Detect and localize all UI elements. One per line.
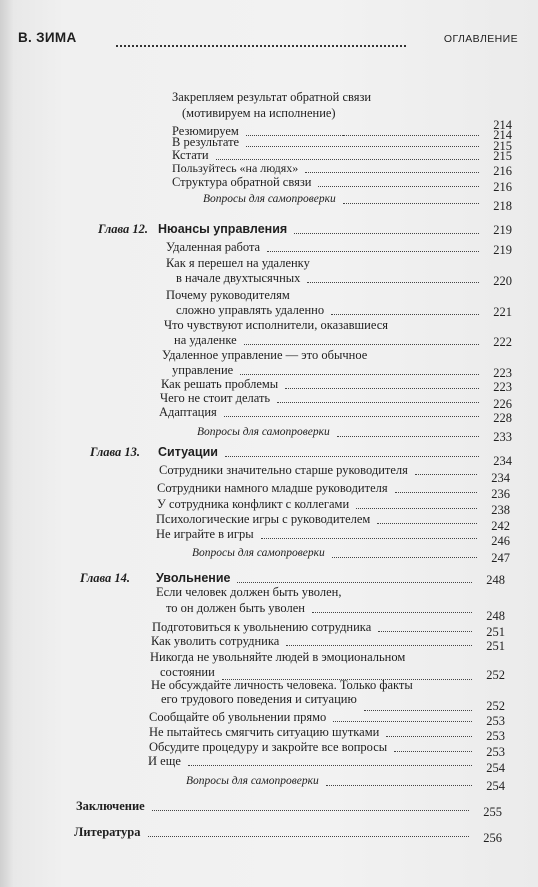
page-number: 242 xyxy=(491,519,510,533)
dot-leader xyxy=(343,203,480,204)
dot-leader xyxy=(237,582,472,583)
entry-title-line: сложно управлять удаленно xyxy=(176,303,325,317)
dot-leader xyxy=(267,251,479,252)
dot-leader xyxy=(332,557,478,558)
chapter-title: Нюансы управления xyxy=(158,222,288,236)
dot-leader xyxy=(261,538,478,539)
page-number: 256 xyxy=(483,831,502,845)
entry-title-line: Если человек должен быть уволен, xyxy=(156,585,342,599)
entry-title-line: Удаленное управление — это обычное xyxy=(162,348,368,362)
page-number: 215 xyxy=(493,149,512,163)
page-number: 218 xyxy=(493,199,512,213)
entry-title-line: Чего не стоит делать xyxy=(160,391,271,405)
dot-leader xyxy=(294,233,479,234)
dot-leader xyxy=(312,612,472,613)
dot-leader xyxy=(395,492,478,493)
page-number: 214 xyxy=(493,118,512,132)
entry-title-line: Психологические игры с руководителем xyxy=(156,512,371,526)
entry-title-line: Не пытайтесь смягчить ситуацию шутками xyxy=(149,725,380,739)
quiz-title: Вопросы для самопроверки xyxy=(197,426,330,438)
section-title: Литература xyxy=(74,825,141,839)
page-number: 216 xyxy=(493,180,512,194)
page-number: 215 xyxy=(493,139,512,153)
chapter-number: Глава 13. xyxy=(90,445,141,459)
entry-title-line: то он должен быть уволен xyxy=(166,601,305,615)
page-number: 219 xyxy=(493,223,512,237)
dot-leader xyxy=(188,765,472,766)
entry-title-line: управление xyxy=(172,363,234,377)
dot-leader xyxy=(394,751,472,752)
entry-title-line: Сообщайте об увольнении прямо xyxy=(149,710,327,724)
running-head-section: ОГЛАВЛЕНИЕ xyxy=(443,33,518,45)
page-number: 219 xyxy=(493,243,512,257)
dot-leader xyxy=(240,374,479,375)
page-number: 236 xyxy=(491,487,510,501)
entry-title-line: Пользуйтесь «на людях» xyxy=(172,161,299,175)
dot-leader xyxy=(224,416,479,417)
dot-leader xyxy=(244,344,480,345)
page-number: 252 xyxy=(486,668,505,682)
chapter-title: Увольнение xyxy=(156,571,231,585)
entry-title-line: Подготовиться к увольнению сотрудника xyxy=(152,620,372,634)
page-number: 228 xyxy=(493,411,512,425)
dot-leader xyxy=(152,810,470,811)
page-number: 234 xyxy=(493,454,512,468)
dot-leader xyxy=(225,456,479,457)
dot-leader xyxy=(277,402,479,403)
running-head-author: В. ЗИМА xyxy=(18,30,77,45)
entry-title-line: Как уволить сотрудника xyxy=(151,634,280,648)
entry-title-line: Что чувствуют исполнители, оказавшиеся xyxy=(164,318,389,332)
entry-title-line: И еще xyxy=(148,754,181,768)
dot-leader xyxy=(246,135,479,136)
entry-title-line: Сотрудники значительно старше руководителя xyxy=(159,463,408,477)
page-number: 223 xyxy=(493,366,512,380)
entry-title-line: в начале двухтысячных xyxy=(176,271,301,285)
entry-title-line: (мотивируем на исполнение) xyxy=(182,106,336,120)
page-number: 234 xyxy=(491,471,510,485)
dot-leader xyxy=(216,159,480,160)
dot-leader xyxy=(337,436,480,437)
page-number: 252 xyxy=(486,699,505,713)
dot-leader xyxy=(333,721,472,722)
dot-leader xyxy=(307,282,479,283)
quiz-title: Вопросы для самопроверки xyxy=(203,193,336,205)
entry-title-line: Сотрудники намного младше руководителя xyxy=(157,481,388,495)
dot-leader xyxy=(356,508,477,509)
dot-leader xyxy=(378,631,472,632)
page-number: 246 xyxy=(491,534,510,548)
page-number: 253 xyxy=(486,714,505,728)
entry-title-line: Не обсуждайте личность человека. Только факты xyxy=(151,678,413,692)
page-number: 248 xyxy=(486,573,505,587)
page-number: 233 xyxy=(493,430,512,444)
entry-title-line: Адаптация xyxy=(159,405,217,419)
dot-leader xyxy=(364,710,472,711)
page-number: 251 xyxy=(486,625,505,639)
quiz-title: Вопросы для самопроверки xyxy=(192,547,325,559)
entry-title-line: Закрепляем результат обратной связи xyxy=(172,90,372,104)
entry-title-line: Почему руководителям xyxy=(166,288,290,302)
page-number: 216 xyxy=(493,164,512,178)
page-number: 226 xyxy=(493,397,512,411)
page-number: 223 xyxy=(493,380,512,394)
page-number: 254 xyxy=(486,779,505,793)
page-number: 253 xyxy=(486,729,505,743)
page-number: 254 xyxy=(486,761,505,775)
entry-title-line: Не играйте в игры xyxy=(156,527,254,541)
dot-leader xyxy=(318,186,479,187)
page-number: 248 xyxy=(486,609,505,623)
dot-leader xyxy=(377,523,477,524)
page-number: 255 xyxy=(483,805,502,819)
page-number: 222 xyxy=(493,335,512,349)
dot-leader xyxy=(386,736,472,737)
dot-leader xyxy=(285,388,479,389)
entry-title-line: У сотрудника конфликт с коллегами xyxy=(157,497,350,511)
entry-title-line: Как решать проблемы xyxy=(161,377,279,391)
page-number: 214 xyxy=(493,128,512,142)
entry-title-line: на удаленке xyxy=(174,333,237,347)
dot-leader xyxy=(331,314,479,315)
entry-title-line: Резюмируем xyxy=(172,124,239,138)
entry-title-line: Обсудите процедуру и закройте все вопросы xyxy=(149,740,388,754)
page-number: 251 xyxy=(486,639,505,653)
quiz-title: Вопросы для самопроверки xyxy=(186,775,319,787)
entry-title-line: В результате xyxy=(172,135,240,149)
dot-leader xyxy=(246,146,479,147)
dot-leader xyxy=(415,474,477,475)
dot-leader xyxy=(326,785,473,786)
entry-title-line: Структура обратной связи xyxy=(172,175,312,189)
page-number: 253 xyxy=(486,745,505,759)
entry-title-line: Кстати xyxy=(172,148,209,162)
page-number: 220 xyxy=(493,274,512,288)
chapter-title: Ситуации xyxy=(158,445,218,459)
dot-leader xyxy=(148,836,470,837)
chapter-number: Глава 14. xyxy=(80,571,131,585)
entry-title-line: Как я перешел на удаленку xyxy=(166,256,310,270)
page-number: 221 xyxy=(493,305,512,319)
page-number: 238 xyxy=(491,503,510,517)
dot-leader xyxy=(305,172,479,173)
entry-title-line: Никогда не увольняйте людей в эмоциональном xyxy=(150,650,406,664)
page-number: 247 xyxy=(491,551,510,565)
entry-title-line: Удаленная работа xyxy=(166,240,261,254)
entry-title-line: состоянии xyxy=(160,665,215,679)
dot-leader xyxy=(286,645,472,646)
entry-title-line: его трудового поведения и ситуацию xyxy=(161,692,357,706)
chapter-number: Глава 12. xyxy=(98,222,149,236)
section-title: Заключение xyxy=(76,799,145,813)
